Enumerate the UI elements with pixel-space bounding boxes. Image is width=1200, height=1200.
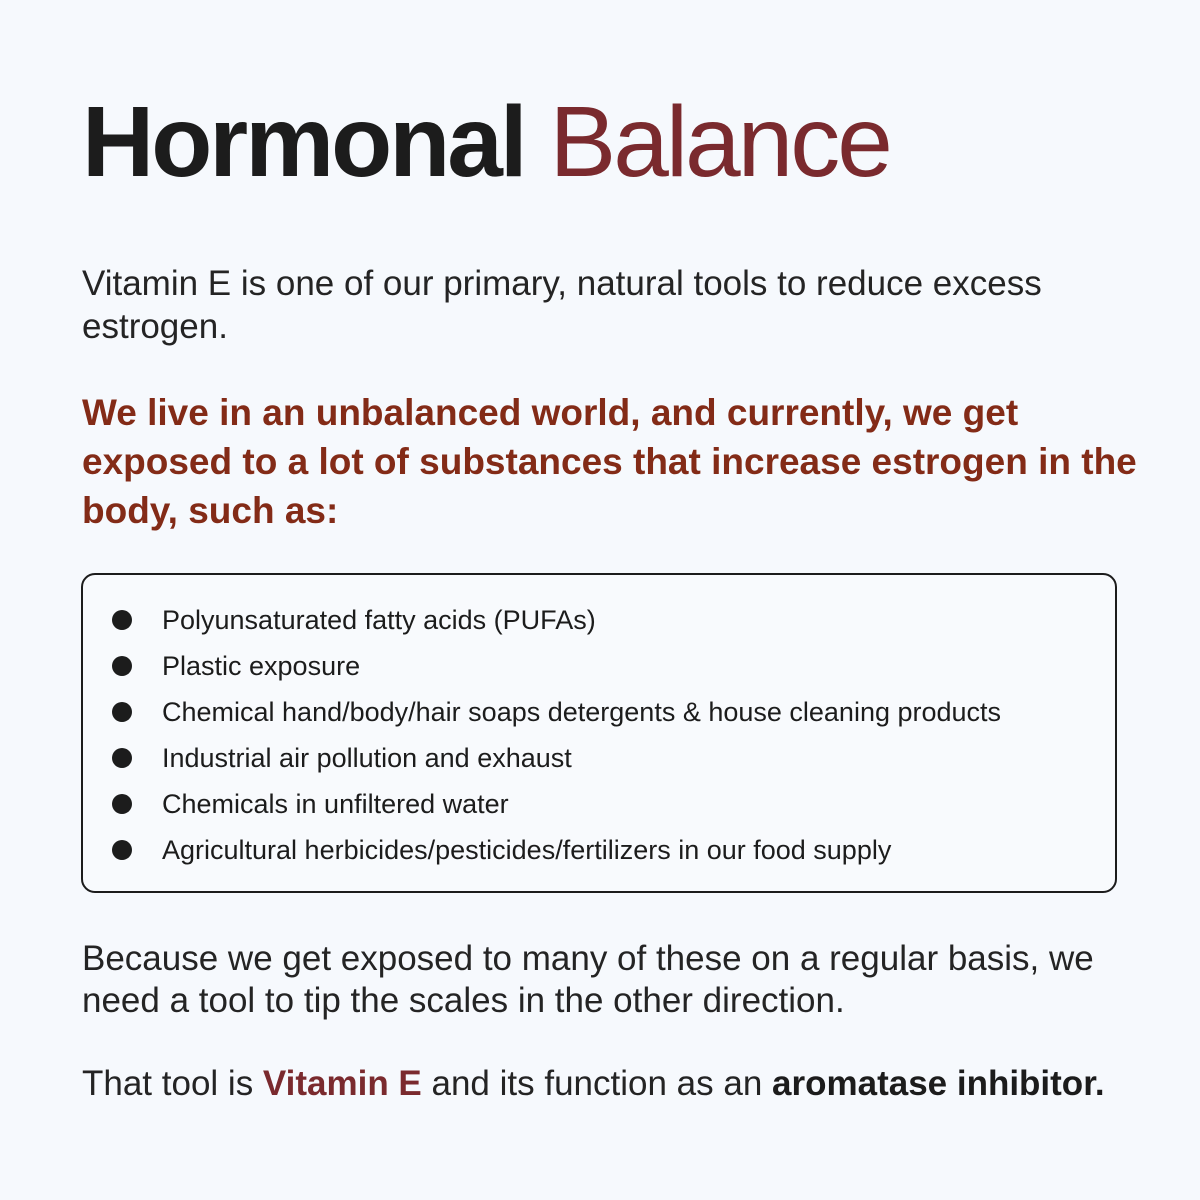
vitamin-e-emphasis: Vitamin E (262, 1064, 422, 1103)
bullet-icon (112, 610, 132, 630)
substances-list-box (81, 573, 1117, 893)
conclusion-paragraph (82, 1063, 1142, 1105)
list-item-text: Chemicals in unfiltered water (162, 789, 509, 819)
title-accent-word: Balance (549, 86, 890, 198)
bullet-icon (112, 702, 132, 722)
list-item-text: Chemical hand/body/hair soaps detergents & house cleaning products (162, 697, 1002, 727)
bullet-icon (112, 656, 132, 676)
conclusion-prefix: That tool is (82, 1064, 263, 1103)
bullet-icon (112, 840, 132, 860)
bullet-icon (112, 794, 132, 814)
page-title (82, 82, 890, 202)
list-item-text: Polyunsaturated fatty acids (PUFAs) (162, 605, 596, 635)
bullet-icon (112, 748, 132, 768)
list-item-text: Agricultural herbicides/pesticides/fertilizers in our food supply (162, 835, 892, 865)
list-item-text: Plastic exposure (162, 651, 361, 681)
explanation-paragraph: Because we get exposed to many of these on a regular basis, we need a tool to tip the scales in the other direction. (82, 939, 1094, 1020)
highlight-paragraph: We live in an unbalanced world, and currently, we get exposed to a lot of substances that increase estrogen in the body, such as: (82, 392, 1137, 531)
aromatase-inhibitor-emphasis: aromatase inhibitor. (772, 1064, 1105, 1103)
title-strong-word: Hormonal (82, 86, 525, 198)
list-item-text: Industrial air pollution and exhaust (162, 743, 572, 773)
intro-paragraph: Vitamin E is one of our primary, natural tools to reduce excess estrogen. (82, 264, 1042, 346)
conclusion-middle: and its function as an (421, 1064, 773, 1103)
